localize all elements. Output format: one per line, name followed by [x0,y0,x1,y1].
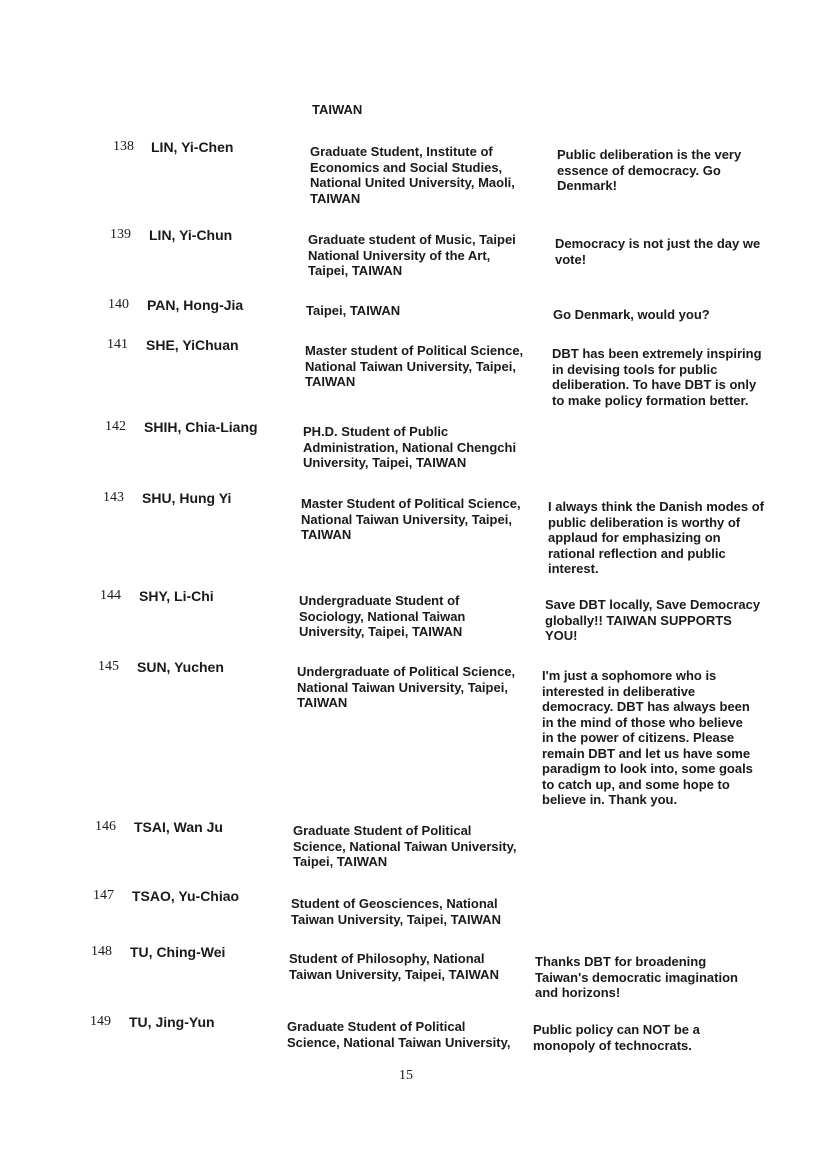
entry-name: TSAO, Yu-Chiao [132,888,240,904]
entry-affiliation: Graduate student of Music, Taipei National University of the Art, Taipei, TAIWAN [308,232,516,278]
continued-affiliation: TAIWAN [312,102,363,117]
entry-name: SHIH, Chia-Liang [144,419,258,435]
entry-number: 138 [113,139,134,154]
entry-affiliation: Master Student of Political Science, National Taiwan University, Taipei, TAIWAN [301,496,521,542]
entry-affiliation: Student of Philosophy, National Taiwan University, Taipei, TAIWAN [289,951,499,982]
entry-affiliation: Master student of Political Science, National Taiwan University, Taipei, TAIWAN [305,343,524,389]
entry-name: SUN, Yuchen [137,659,224,675]
entry-name: LIN, Yi-Chen [151,139,234,155]
entry-number: 140 [108,297,129,312]
entry-affiliation: Graduate Student of Political Science, National Taiwan University, [287,1019,511,1050]
entry-name: PAN, Hong-Jia [147,297,244,313]
entry-comment: Thanks DBT for broadening Taiwan's democratic imagination and horizons! [535,954,738,1000]
entry-number: 146 [95,819,116,834]
entry-number: 145 [98,659,119,674]
entry-number: 139 [110,227,131,242]
entry-number: 147 [93,888,114,903]
entry-name: SHU, Hung Yi [142,490,232,506]
entry-number: 148 [91,944,112,959]
entry-comment: DBT has been extremely inspiring in devising tools for public deliberation. To have DBT is only to make policy formation better. [552,346,762,408]
entry-comment: I'm just a sophomore who is interested in deliberative democracy. DBT has always been in the mind of those who believe in the power of citizens. Please remain DBT and let us have some paradigm to look into, some goals to catch up, and some hope to believe in. Thank you. [542,668,753,807]
entry-number: 149 [90,1014,111,1029]
entry-affiliation: Taipei, TAIWAN [306,303,401,318]
entry-comment: Democracy is not just the day we vote! [555,236,761,267]
entry-affiliation: Graduate Student of Political Science, National Taiwan University, Taipei, TAIWAN [293,823,517,869]
entry-name: TU, Jing-Yun [129,1014,215,1030]
entry-number: 143 [103,490,124,505]
entry-name: TSAI, Wan Ju [134,819,223,835]
entry-affiliation: Undergraduate Student of Sociology, National Taiwan University, Taipei, TAIWAN [299,593,466,639]
entry-comment: Go Denmark, would you? [553,307,710,322]
page-number: 15 [399,1068,413,1083]
entry-affiliation: Undergraduate of Political Science, National Taiwan University, Taipei, TAIWAN [297,664,516,710]
entry-comment: Save DBT locally, Save Democracy globally!! TAIWAN SUPPORTS YOU! [545,597,761,643]
entry-number: 141 [107,337,128,352]
entry-name: LIN, Yi-Chun [149,227,233,243]
entry-number: 142 [105,419,126,434]
entry-name: SHE, YiChuan [146,337,239,353]
entry-number: 144 [100,588,121,603]
entry-affiliation: PH.D. Student of Public Administration, National Chengchi University, Taipei, TAIWAN [303,424,517,470]
entry-comment: Public policy can NOT be a monopoly of technocrats. [533,1022,700,1053]
entry-name: SHY, Li-Chi [139,588,214,604]
entry-comment: I always think the Danish modes of public deliberation is worthy of applaud for emphasizing on rational reflection and public interest. [548,499,764,576]
entry-name: TU, Ching-Wei [130,944,226,960]
entry-affiliation: Student of Geosciences, National Taiwan University, Taipei, TAIWAN [291,896,501,927]
entry-comment: Public deliberation is the very essence of democracy. Go Denmark! [557,147,742,193]
entry-affiliation: Graduate Student, Institute of Economics and Social Studies, National United University, Maoli, TAIWAN [310,144,515,206]
